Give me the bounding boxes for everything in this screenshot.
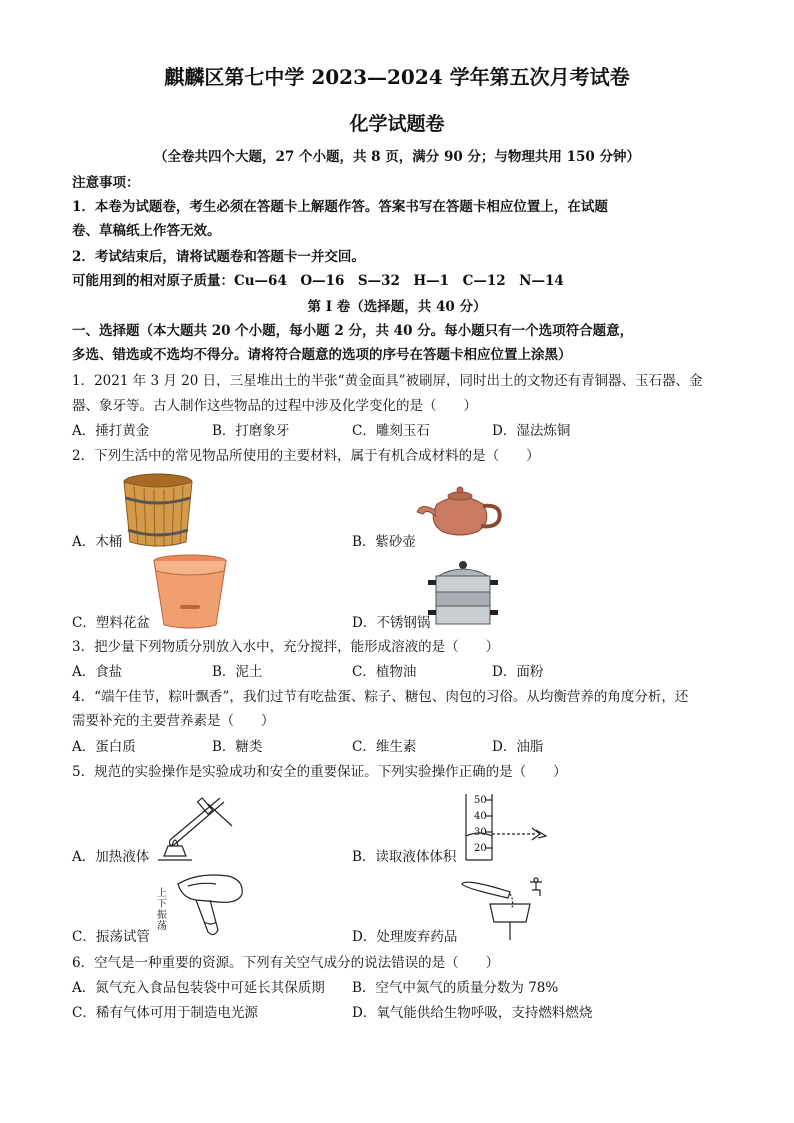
q5-stem: 5．规范的实验操作是实验成功和安全的重要保证。下列实验操作正确的是（ ） — [72, 764, 567, 780]
q1-option-a: A．捶打黄金 — [72, 423, 150, 439]
plastic-flowerpot-image — [150, 553, 230, 631]
clay-teapot-image — [415, 482, 505, 538]
q6-option-a: A．氮气充入食品包装袋中可延长其保质期 — [72, 980, 325, 996]
shaking-test-tube-diagram — [168, 870, 248, 940]
q2-stem: 2．下列生活中的常见物品所使用的主要材料，属于有机合成材料的是（ ） — [72, 448, 540, 464]
q4-option-a: A．蛋白质 — [72, 739, 136, 755]
q2-option-d: D．不锈钢锅 — [352, 615, 431, 631]
shake-label-down: 下 — [157, 899, 167, 910]
part1-instructions-line-2: 多选、错选或不选均不得分。请将符合题意的选项的序号在答题卡相应位置上涂黑） — [72, 347, 572, 363]
shake-label-shake: 振 — [157, 910, 167, 921]
q1-stem-line-1: 1．2021 年 3 月 20 日，三星堆出土的半张“黄金面具”被刷屏，同时出土的文物还有青铜器、玉石器、金 — [72, 373, 703, 389]
q6-option-d: D．氧气能供给生物呼吸，支持燃料燃烧 — [352, 1005, 593, 1021]
q4-stem-line-1: 4．“端午佳节，粽叶飘香”，我们过节有吃盐蛋、粽子、糖包、肉包的习俗。从均衡营养的角度分析，还 — [72, 689, 689, 705]
q3-option-b: B．泥土 — [212, 664, 263, 680]
q3-option-c: C．植物油 — [352, 664, 417, 680]
q5-option-b: B．读取液体体积 — [352, 849, 457, 865]
shake-label-swirl: 荡 — [157, 921, 167, 932]
q4-option-b: B．糖类 — [212, 739, 263, 755]
part1-heading: 第 I 卷（选择题，共 40 分） — [307, 299, 487, 315]
wooden-bucket-image — [120, 472, 196, 548]
q3-stem: 3．把少量下列物质分别放入水中，充分搅拌，能形成溶液的是（ ） — [72, 639, 500, 655]
shake-label-up: 上 — [157, 888, 167, 899]
q2-option-a: A．木桶 — [72, 534, 123, 550]
note-2: 2．考试结束后，请将试题卷和答题卡一并交回。 — [72, 249, 365, 265]
q4-stem-line-2: 需要补充的主要营养素是（ ） — [72, 713, 275, 729]
subject-title: 化学试题卷 — [349, 113, 445, 135]
q2-option-b: B．紫砂壶 — [352, 534, 416, 550]
exam-info: （全卷共四个大题，27 个小题，共 8 页，满分 90 分；与物理共用 150 分钟） — [153, 149, 641, 165]
note-1-line-1: 1．本卷为试题卷，考生必须在答题卡上解题作答。答案书写在答题卡相应位置上，在试题 — [72, 199, 608, 215]
q1-option-b: B．打磨象牙 — [212, 423, 290, 439]
q5-option-d: D．处理废弃药品 — [352, 929, 458, 945]
q4-option-d: D．油脂 — [492, 739, 544, 755]
q3-option-d: D．面粉 — [492, 664, 544, 680]
cylinder-tick-50: 50 — [474, 795, 487, 806]
disposing-chemicals-diagram — [460, 874, 550, 944]
q1-option-c: C．雕刻玉石 — [352, 423, 430, 439]
exam-title: 麒麟区第七中学 2023—2024 学年第五次月考试卷 — [164, 65, 630, 89]
q6-stem: 6．空气是一种重要的资源。下列有关空气成分的说法错误的是（ ） — [72, 955, 500, 971]
q6-option-b: B．空气中氮气的质量分数为 78% — [352, 980, 559, 996]
q6-option-c: C．稀有气体可用于制造电光源 — [72, 1005, 258, 1021]
part1-instructions-line-1: 一、选择题（本大题共 20 个小题，每小题 2 分，共 40 分。每小题只有一个选项符合题意， — [72, 323, 634, 339]
steel-pot-image — [428, 560, 498, 628]
atomic-masses: 可能用到的相对原子质量：Cu—64 O—16 S—32 H—1 C—12 N—14 — [72, 273, 564, 289]
notes-heading: 注意事项： — [72, 175, 140, 191]
q2-option-c: C．塑料花盆 — [72, 615, 150, 631]
note-1-line-2: 卷、草稿纸上作答无效。 — [72, 223, 221, 239]
cylinder-tick-20: 20 — [474, 843, 487, 854]
heating-liquid-diagram — [150, 790, 236, 862]
q1-stem-line-2: 器、象牙等。古人制作这些物品的过程中涉及化学变化的是（ ） — [72, 398, 477, 414]
cylinder-tick-30: 30 — [474, 827, 487, 838]
q3-option-a: A．食盐 — [72, 664, 123, 680]
q5-option-a: A．加热液体 — [72, 849, 150, 865]
cylinder-tick-40: 40 — [474, 811, 487, 822]
q4-option-c: C．维生素 — [352, 739, 417, 755]
q1-option-d: D．湿法炼铜 — [492, 423, 571, 439]
q5-option-c: C．振荡试管 — [72, 929, 150, 945]
